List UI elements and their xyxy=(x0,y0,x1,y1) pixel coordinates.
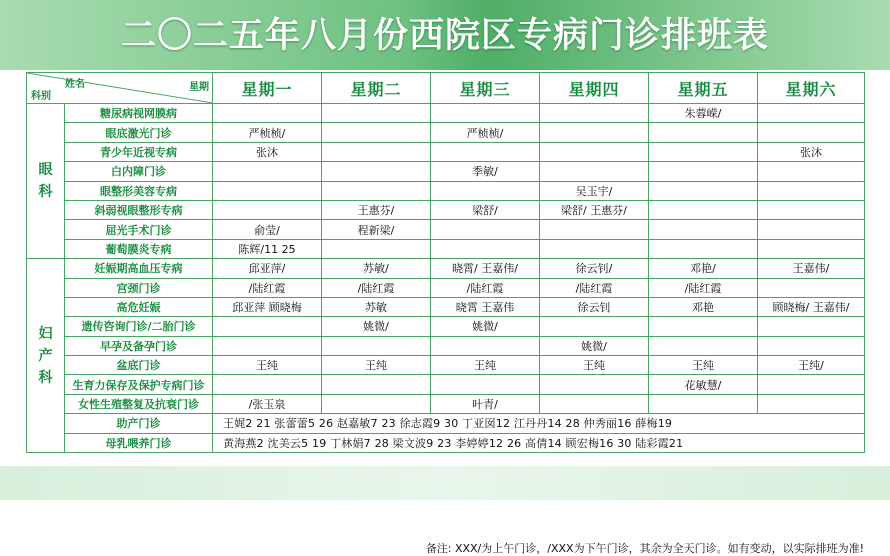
doctor-cell: /张玉泉 xyxy=(213,394,322,413)
day-header: 星期四 xyxy=(540,73,649,104)
clinic-name: 妊娠期高血压专病 xyxy=(65,259,213,278)
doctor-cell: 季敏/ xyxy=(431,162,540,181)
doctor-cell: 姚微/ xyxy=(322,317,431,336)
doctor-cell xyxy=(540,162,649,181)
doctor-cell: 严桢桢/ xyxy=(431,123,540,142)
doctor-cell xyxy=(758,200,865,219)
doctor-cell: 梁舒/ 王惠芬/ xyxy=(540,200,649,219)
doctor-cell: 徐云钊/ xyxy=(540,259,649,278)
doctor-cell xyxy=(431,142,540,161)
doctor-cell xyxy=(758,375,865,394)
doctor-cell xyxy=(322,375,431,394)
department-char: 产 xyxy=(38,347,53,364)
doctor-cell: 苏敏/ xyxy=(322,259,431,278)
doctor-cell xyxy=(649,317,758,336)
doctor-cell: /陆红霞 xyxy=(322,278,431,297)
clinic-name: 屈光手术门诊 xyxy=(65,220,213,239)
corner-name-label: 姓名 xyxy=(65,79,85,90)
day-header: 星期一 xyxy=(213,73,322,104)
doctor-cell xyxy=(322,142,431,161)
schedule-board xyxy=(26,72,864,555)
doctor-cell xyxy=(540,317,649,336)
doctor-cell xyxy=(431,239,540,258)
doctor-cell xyxy=(758,220,865,239)
doctor-cell: 姚微/ xyxy=(540,336,649,355)
doctor-cell xyxy=(213,375,322,394)
doctor-cell: /陆红霞 xyxy=(431,278,540,297)
doctor-cell xyxy=(322,394,431,413)
department-cell xyxy=(27,104,65,259)
department-char: 科 xyxy=(38,369,53,386)
department-char: 科 xyxy=(38,184,53,201)
clinic-name: 青少年近视专病 xyxy=(65,142,213,161)
clinic-name: 遗传咨询门诊/二胎门诊 xyxy=(65,317,213,336)
doctor-cell xyxy=(540,394,649,413)
doctor-cell xyxy=(213,336,322,355)
rotation-list: 王娓2 21 张蕾蕾5 26 赵嘉敏7 23 徐志霞9 30 丁亚囡12 江丹丹14 28 仲秀丽16 薛梅19 xyxy=(213,414,865,433)
doctor-cell: 王纯 xyxy=(540,356,649,375)
doctor-cell: 邱亚萍/ xyxy=(213,259,322,278)
clinic-name: 高危妊娠 xyxy=(65,297,213,316)
doctor-cell xyxy=(322,336,431,355)
doctor-cell: 邓艳/ xyxy=(649,259,758,278)
schedule-row xyxy=(27,181,865,200)
clinic-name: 助产门诊 xyxy=(65,414,213,433)
doctor-cell xyxy=(758,336,865,355)
doctor-cell xyxy=(758,394,865,413)
doctor-cell xyxy=(540,375,649,394)
doctor-cell: 王纯 xyxy=(649,356,758,375)
doctor-cell xyxy=(431,336,540,355)
doctor-cell xyxy=(213,181,322,200)
doctor-cell xyxy=(322,162,431,181)
schedule-row xyxy=(27,414,865,433)
doctor-cell: 王纯 xyxy=(213,356,322,375)
clinic-name: 白内障门诊 xyxy=(65,162,213,181)
schedule-row xyxy=(27,317,865,336)
doctor-cell xyxy=(213,317,322,336)
doctor-cell xyxy=(213,104,322,123)
doctor-cell: 王嘉伟/ xyxy=(758,259,865,278)
doctor-cell: 徐云钊 xyxy=(540,297,649,316)
clinic-name: 女性生殖整复及抗衰门诊 xyxy=(65,394,213,413)
doctor-cell xyxy=(758,123,865,142)
doctor-cell: 张沐 xyxy=(758,142,865,161)
schedule-row xyxy=(27,278,865,297)
department-char: 眼 xyxy=(38,162,53,179)
doctor-cell xyxy=(322,104,431,123)
doctor-cell xyxy=(322,239,431,258)
clinic-name: 生育力保存及保护专病门诊 xyxy=(65,375,213,394)
schedule-row xyxy=(27,336,865,355)
doctor-cell xyxy=(213,162,322,181)
doctor-cell xyxy=(540,142,649,161)
doctor-cell: 晓霄 王嘉伟 xyxy=(431,297,540,316)
doctor-cell xyxy=(649,142,758,161)
doctor-cell xyxy=(649,336,758,355)
doctor-cell xyxy=(649,200,758,219)
schedule-row xyxy=(27,433,865,452)
doctor-cell: /陆红霞 xyxy=(213,278,322,297)
doctor-cell: /陆红霞 xyxy=(649,278,758,297)
doctor-cell: /陆红霞 xyxy=(540,278,649,297)
doctor-cell xyxy=(540,220,649,239)
corner-diagonal xyxy=(27,73,213,103)
doctor-cell: 花敏慧/ xyxy=(649,375,758,394)
schedule-row xyxy=(27,239,865,258)
doctor-cell xyxy=(431,181,540,200)
doctor-cell xyxy=(758,104,865,123)
doctor-cell xyxy=(649,123,758,142)
clinic-name: 葡萄膜炎专病 xyxy=(65,239,213,258)
corner-dept-label: 科别 xyxy=(31,91,51,102)
doctor-cell: 张沐 xyxy=(213,142,322,161)
schedule-row xyxy=(27,356,865,375)
doctor-cell: 俞莹/ xyxy=(213,220,322,239)
schedule-row xyxy=(27,394,865,413)
doctor-cell xyxy=(540,239,649,258)
clinic-name: 早孕及备孕门诊 xyxy=(65,336,213,355)
doctor-cell: 朱蓉嵘/ xyxy=(649,104,758,123)
header-row xyxy=(27,73,865,104)
corner-day-label: 星期 xyxy=(189,82,209,93)
clinic-name: 眼整形美容专病 xyxy=(65,181,213,200)
day-header: 星期五 xyxy=(649,73,758,104)
schedule-row xyxy=(27,123,865,142)
day-header: 星期六 xyxy=(758,73,865,104)
doctor-cell xyxy=(758,278,865,297)
clinic-name: 母乳喂养门诊 xyxy=(65,433,213,452)
department-cell xyxy=(27,259,65,453)
footer-band xyxy=(0,466,890,500)
doctor-cell: 王惠芬/ xyxy=(322,200,431,219)
doctor-cell xyxy=(758,181,865,200)
page-title: 二〇二五年八月份西院区专病门诊排班表 xyxy=(120,16,769,56)
doctor-cell: 吴玉宇/ xyxy=(540,181,649,200)
schedule-row xyxy=(27,162,865,181)
doctor-cell: 叶青/ xyxy=(431,394,540,413)
doctor-cell: 王纯/ xyxy=(758,356,865,375)
clinic-name: 糖尿病视网膜病 xyxy=(65,104,213,123)
schedule-row xyxy=(27,104,865,123)
schedule-row xyxy=(27,259,865,278)
doctor-cell: 邱亚萍 顾晓梅 xyxy=(213,297,322,316)
day-header: 星期二 xyxy=(322,73,431,104)
clinic-name: 斜弱视眼整形专病 xyxy=(65,200,213,219)
schedule-row xyxy=(27,220,865,239)
doctor-cell: 程新梁/ xyxy=(322,220,431,239)
doctor-cell: 邓艳 xyxy=(649,297,758,316)
doctor-cell xyxy=(431,375,540,394)
corner-cell xyxy=(27,73,213,104)
doctor-cell xyxy=(431,220,540,239)
doctor-cell xyxy=(540,123,649,142)
doctor-cell: 严桢桢/ xyxy=(213,123,322,142)
schedule-row xyxy=(27,375,865,394)
schedule-row xyxy=(27,142,865,161)
doctor-cell xyxy=(649,162,758,181)
clinic-name: 宫颈门诊 xyxy=(65,278,213,297)
doctor-cell: 晓霄/ 王嘉伟/ xyxy=(431,259,540,278)
department-char: 妇 xyxy=(38,325,53,342)
doctor-cell: 王纯 xyxy=(431,356,540,375)
doctor-cell xyxy=(322,123,431,142)
doctor-cell xyxy=(649,394,758,413)
doctor-cell xyxy=(649,239,758,258)
schedule-row xyxy=(27,200,865,219)
doctor-cell xyxy=(758,317,865,336)
doctor-cell xyxy=(758,162,865,181)
doctor-cell xyxy=(649,181,758,200)
doctor-cell xyxy=(540,104,649,123)
doctor-cell xyxy=(758,239,865,258)
doctor-cell xyxy=(431,104,540,123)
doctor-cell: 苏敏 xyxy=(322,297,431,316)
doctor-cell: 姚微/ xyxy=(431,317,540,336)
footnote: 备注: XXX/为上午门诊，/XXX为下午门诊，其余为全天门诊。如有变动，以实际排班为准! xyxy=(425,542,864,555)
schedule-table xyxy=(26,72,865,453)
clinic-name: 眼底激光门诊 xyxy=(65,123,213,142)
doctor-cell: 陈辉/11 25 xyxy=(213,239,322,258)
doctor-cell xyxy=(213,200,322,219)
rotation-list: 黄海燕2 沈美云5 19 丁林娟7 28 梁文波9 23 李婷婷12 26 高倩14 顾宏梅16 30 陆彩霞21 xyxy=(213,433,865,452)
doctor-cell: 王纯 xyxy=(322,356,431,375)
doctor-cell: 顾晓梅/ 王嘉伟/ xyxy=(758,297,865,316)
day-header: 星期三 xyxy=(431,73,540,104)
doctor-cell: 梁舒/ xyxy=(431,200,540,219)
schedule-row xyxy=(27,297,865,316)
doctor-cell xyxy=(649,220,758,239)
doctor-cell xyxy=(322,181,431,200)
clinic-name: 盆底门诊 xyxy=(65,356,213,375)
